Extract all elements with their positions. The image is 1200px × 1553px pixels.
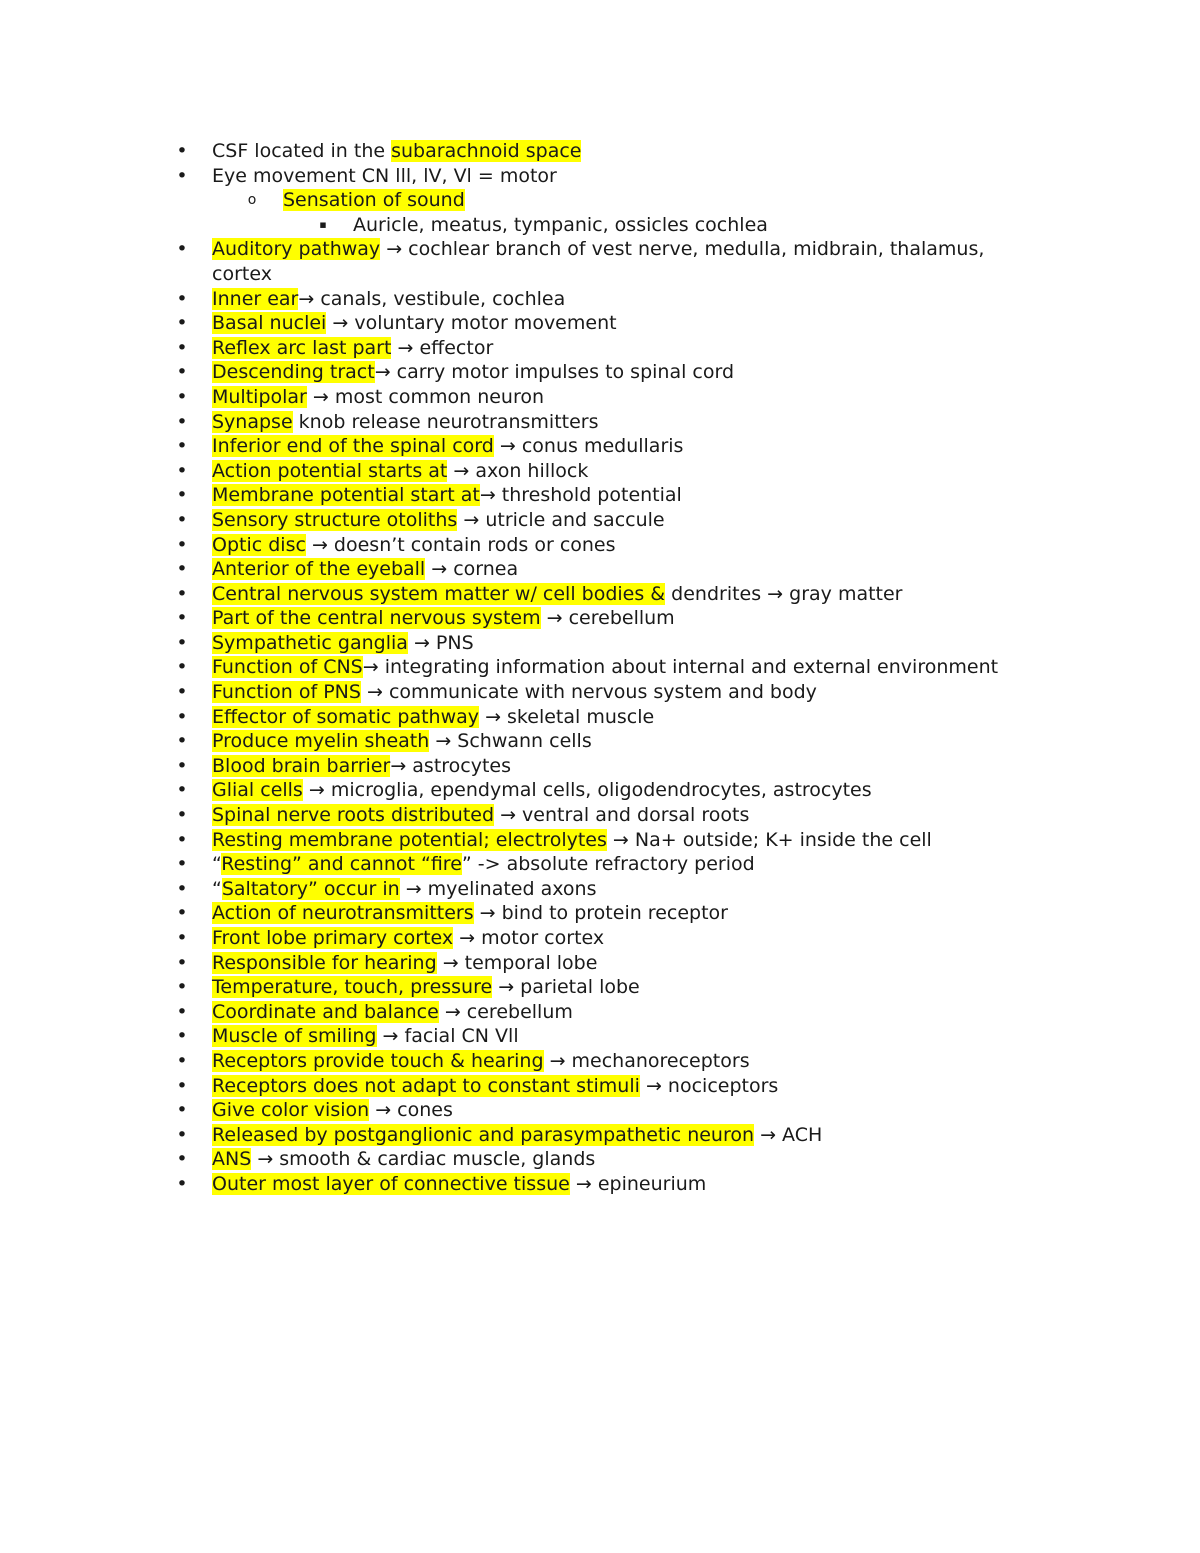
bullet-icon: • bbox=[176, 927, 188, 949]
list-item bbox=[170, 877, 1050, 902]
item-text bbox=[212, 140, 581, 162]
bullet-icon: • bbox=[176, 1074, 188, 1097]
list-item bbox=[170, 164, 1050, 189]
bullet-icon: • bbox=[176, 312, 188, 335]
item-text bbox=[212, 902, 728, 924]
list-item bbox=[170, 631, 1050, 656]
highlighted-term: Auditory pathway bbox=[212, 238, 381, 261]
list-item bbox=[170, 926, 1050, 951]
bullet-icon: • bbox=[176, 238, 188, 261]
item-text bbox=[212, 1148, 595, 1170]
bullet-icon: • bbox=[176, 754, 188, 777]
item-definition: → parietal lobe bbox=[492, 976, 640, 999]
list-item bbox=[170, 360, 1050, 385]
highlighted-term: Resting membrane potential; electrolytes bbox=[212, 828, 607, 851]
list-item bbox=[170, 311, 1050, 336]
item-text bbox=[212, 534, 616, 556]
item-text bbox=[212, 952, 597, 974]
item-definition: → Na+ outside; K+ inside the cell bbox=[606, 828, 932, 851]
list-item bbox=[170, 606, 1050, 631]
list-item bbox=[170, 754, 1050, 779]
item-definition: → smooth & cardiac muscle, glands bbox=[251, 1148, 596, 1171]
highlighted-term: Inferior end of the spinal cord bbox=[212, 435, 494, 458]
highlighted-term: Resting” and cannot “fire bbox=[221, 853, 462, 876]
highlighted-term: Membrane potential start at bbox=[212, 484, 480, 507]
item-text bbox=[212, 337, 493, 359]
item-definition: → axon hillock bbox=[447, 459, 589, 482]
item-text bbox=[212, 681, 817, 703]
item-definition: → bind to protein receptor bbox=[473, 902, 728, 925]
highlighted-term: Spinal nerve roots distributed bbox=[212, 804, 495, 827]
bullet-icon: • bbox=[176, 705, 188, 728]
item-definition: → nociceptors bbox=[639, 1074, 779, 1097]
list-item bbox=[170, 1000, 1050, 1025]
item-text bbox=[212, 165, 557, 187]
item-definition: ” -> absolute refractory period bbox=[461, 853, 755, 876]
highlighted-term: Saltatory” occur in bbox=[221, 877, 400, 900]
item-prefix: Eye movement CN lll, lV, Vl = motor bbox=[212, 164, 557, 187]
item-text bbox=[212, 632, 474, 654]
item-definition: → cones bbox=[369, 1099, 453, 1122]
list-item bbox=[170, 385, 1050, 410]
item-definition: → communicate with nervous system and body bbox=[360, 681, 817, 704]
bullet-icon: • bbox=[176, 385, 188, 408]
bullet-icon: • bbox=[176, 1123, 188, 1146]
item-prefix: “ bbox=[212, 877, 222, 900]
item-text bbox=[212, 509, 665, 531]
item-text bbox=[212, 361, 734, 383]
item-definition: → carry motor impulses to spinal cord bbox=[374, 361, 735, 384]
item-definition: → cerebellum bbox=[438, 1000, 573, 1023]
list-item bbox=[170, 1098, 1050, 1123]
item-prefix: CSF located in the bbox=[212, 140, 392, 162]
bullet-icon: • bbox=[176, 164, 188, 187]
highlighted-term: Responsible for hearing bbox=[212, 951, 437, 974]
bullet-icon: • bbox=[176, 853, 188, 876]
bullet-icon: • bbox=[176, 459, 188, 482]
highlighted-term: Synapse bbox=[212, 410, 293, 433]
item-text bbox=[212, 386, 544, 408]
item-definition: → ACH bbox=[754, 1123, 823, 1146]
list-item bbox=[170, 655, 1050, 680]
bullet-icon: • bbox=[176, 656, 188, 679]
bullet-icon: • bbox=[176, 558, 188, 581]
item-text bbox=[212, 804, 749, 826]
list-item bbox=[170, 410, 1050, 435]
item-definition: → integrating information about internal and external environment bbox=[362, 656, 999, 679]
highlighted-term: Part of the central nervous system bbox=[212, 607, 541, 630]
item-text bbox=[212, 1173, 706, 1195]
bullet-icon: • bbox=[176, 631, 188, 654]
bullet-icon: • bbox=[176, 410, 188, 433]
highlighted-term: Action potential starts at bbox=[212, 459, 448, 482]
highlighted-term: ANS bbox=[212, 1148, 252, 1171]
list-item bbox=[170, 188, 1050, 213]
bullet-icon: • bbox=[176, 607, 188, 630]
bullet-icon: o bbox=[247, 192, 257, 209]
highlighted-term: Optic disc bbox=[212, 533, 306, 556]
highlighted-term: Front lobe primary cortex bbox=[212, 927, 454, 949]
highlighted-term: subarachnoid space bbox=[391, 140, 582, 162]
item-definition: → motor cortex bbox=[453, 927, 605, 949]
list-item bbox=[170, 729, 1050, 754]
bullet-icon: • bbox=[176, 1148, 188, 1171]
item-text bbox=[212, 1099, 453, 1121]
list-item bbox=[170, 508, 1050, 533]
list-item bbox=[170, 803, 1050, 828]
highlighted-term: Effector of somatic pathway bbox=[212, 705, 480, 728]
highlighted-term: Glial cells bbox=[212, 779, 303, 802]
highlighted-term: Produce myelin sheath bbox=[212, 730, 430, 753]
bullet-icon: • bbox=[176, 1000, 188, 1023]
item-text bbox=[212, 976, 640, 998]
highlighted-term: Sensory structure otoliths bbox=[212, 508, 458, 531]
item-definition: → PNS bbox=[407, 631, 474, 654]
highlighted-term: Function of CNS bbox=[212, 656, 363, 679]
list-item bbox=[170, 557, 1050, 582]
item-text bbox=[212, 312, 617, 334]
item-text bbox=[212, 927, 604, 949]
item-text bbox=[353, 214, 768, 236]
item-definition: → temporal lobe bbox=[436, 951, 598, 974]
item-text bbox=[212, 656, 998, 678]
item-definition: → effector bbox=[391, 336, 494, 359]
list-item bbox=[170, 680, 1050, 705]
item-definition: → doesn’t contain rods or cones bbox=[305, 533, 616, 556]
item-text bbox=[212, 1001, 573, 1023]
list-item bbox=[170, 951, 1050, 976]
highlighted-term: Sympathetic ganglia bbox=[212, 631, 408, 654]
list-item bbox=[170, 1074, 1050, 1099]
bullet-icon: • bbox=[176, 1049, 188, 1072]
item-text bbox=[212, 460, 588, 482]
item-prefix: “ bbox=[212, 853, 222, 876]
bullet-icon: • bbox=[176, 1172, 188, 1195]
item-text bbox=[212, 706, 654, 728]
item-text bbox=[212, 779, 872, 801]
list-item bbox=[170, 852, 1050, 877]
item-text bbox=[212, 755, 511, 777]
bullet-icon: • bbox=[176, 1025, 188, 1048]
list-item bbox=[170, 434, 1050, 459]
item-text bbox=[212, 411, 599, 433]
list-item bbox=[170, 901, 1050, 926]
item-definition: → threshold potential bbox=[479, 484, 682, 507]
item-definition: → utricle and saccule bbox=[457, 508, 665, 531]
list-item bbox=[170, 336, 1050, 361]
bullet-icon: • bbox=[176, 877, 188, 900]
highlighted-term: Descending tract bbox=[212, 361, 375, 384]
list-item bbox=[170, 1147, 1050, 1172]
item-text bbox=[212, 288, 565, 310]
highlighted-term: Released by postganglionic and parasympathetic neuron bbox=[212, 1123, 755, 1146]
list-item bbox=[170, 139, 1050, 164]
item-text bbox=[212, 607, 675, 629]
item-definition: → most common neuron bbox=[306, 385, 545, 408]
bullet-icon: • bbox=[176, 140, 188, 162]
item-text bbox=[212, 1075, 778, 1097]
item-definition: → voluntary motor movement bbox=[326, 312, 617, 335]
highlighted-term: Inner ear bbox=[212, 287, 299, 310]
item-definition: → conus medullaris bbox=[493, 435, 684, 458]
highlighted-term: Reflex arc last part bbox=[212, 336, 392, 359]
bullet-icon: • bbox=[176, 533, 188, 556]
bullet-icon: ▪ bbox=[319, 217, 327, 231]
item-text bbox=[212, 1025, 519, 1047]
list-item bbox=[170, 975, 1050, 1000]
item-text bbox=[212, 238, 990, 285]
item-text bbox=[212, 558, 518, 580]
list-item bbox=[170, 237, 1050, 286]
list-item bbox=[170, 778, 1050, 803]
highlighted-term: Central nervous system matter w/ cell bodies & bbox=[212, 582, 666, 605]
highlighted-term: Temperature, touch, pressure bbox=[212, 976, 493, 999]
highlighted-term: Sensation of sound bbox=[283, 189, 465, 212]
bullet-icon: • bbox=[176, 508, 188, 531]
list-item bbox=[170, 213, 1050, 238]
bullet-icon: • bbox=[176, 361, 188, 384]
highlighted-term: Receptors does not adapt to constant stimuli bbox=[212, 1074, 640, 1097]
bullet-icon: • bbox=[176, 828, 188, 851]
bullet-icon: • bbox=[176, 582, 188, 605]
item-definition: → Schwann cells bbox=[429, 730, 592, 753]
highlighted-term: Coordinate and balance bbox=[212, 1000, 439, 1023]
list-item bbox=[170, 483, 1050, 508]
bullet-icon: • bbox=[176, 804, 188, 827]
item-text bbox=[283, 189, 465, 211]
highlighted-term: Blood brain barrier bbox=[212, 754, 391, 777]
list-item bbox=[170, 705, 1050, 730]
bullet-icon: • bbox=[176, 1099, 188, 1122]
list-item bbox=[170, 1123, 1050, 1148]
item-text bbox=[212, 1124, 822, 1146]
item-text bbox=[212, 829, 932, 851]
bullet-icon: • bbox=[176, 287, 188, 310]
list-item bbox=[170, 533, 1050, 558]
highlighted-term: Outer most layer of connective tissue bbox=[212, 1172, 570, 1195]
highlighted-term: Give color vision bbox=[212, 1099, 370, 1122]
highlighted-term: Basal nuclei bbox=[212, 312, 327, 335]
list-item bbox=[170, 1024, 1050, 1049]
item-definition: → myelinated axons bbox=[399, 877, 597, 900]
highlighted-term: Multipolar bbox=[212, 385, 307, 408]
highlighted-term: Action of neurotransmitters bbox=[212, 902, 474, 925]
item-definition: → facial CN Vll bbox=[376, 1025, 519, 1048]
highlighted-term: Muscle of smiling bbox=[212, 1025, 377, 1048]
bullet-icon: • bbox=[176, 730, 188, 753]
list-item bbox=[170, 1049, 1050, 1074]
item-definition: → skeletal muscle bbox=[479, 705, 655, 728]
item-text bbox=[212, 878, 596, 900]
item-definition: → mechanoreceptors bbox=[543, 1049, 750, 1072]
item-prefix: Auricle, meatus, tympanic, ossicles cochlea bbox=[353, 213, 768, 236]
bullet-icon: • bbox=[176, 951, 188, 974]
item-definition: → canals, vestibule, cochlea bbox=[298, 287, 566, 310]
item-text bbox=[212, 853, 755, 875]
bullet-list bbox=[170, 139, 1050, 1197]
highlighted-term: Function of PNS bbox=[212, 681, 361, 704]
highlighted-term: Anterior of the eyeball bbox=[212, 558, 426, 581]
bullet-icon: • bbox=[176, 779, 188, 802]
item-definition: → ventral and dorsal roots bbox=[494, 804, 750, 827]
item-text bbox=[212, 484, 682, 506]
item-text bbox=[212, 435, 683, 457]
list-item bbox=[170, 1172, 1050, 1197]
item-definition: → cornea bbox=[425, 558, 519, 581]
list-item bbox=[170, 582, 1050, 607]
bullet-icon: • bbox=[176, 902, 188, 925]
item-definition: → microglia, ependymal cells, oligodendrocytes, astrocytes bbox=[302, 779, 872, 802]
item-definition: → epineurium bbox=[569, 1172, 707, 1195]
list-item bbox=[170, 459, 1050, 484]
highlighted-term: Receptors provide touch & hearing bbox=[212, 1049, 544, 1072]
item-definition: dendrites → gray matter bbox=[665, 582, 903, 605]
item-definition: → cochlear branch of vest nerve, medulla, midbrain, thalamus, cortex bbox=[212, 238, 991, 285]
item-text bbox=[212, 1050, 750, 1072]
item-definition: → cerebellum bbox=[540, 607, 675, 630]
bullet-icon: • bbox=[176, 681, 188, 704]
bullet-icon: • bbox=[176, 484, 188, 507]
item-definition: knob release neurotransmitters bbox=[292, 410, 599, 433]
list-item bbox=[170, 287, 1050, 312]
bullet-icon: • bbox=[176, 336, 188, 359]
item-text bbox=[212, 730, 592, 752]
bullet-icon: • bbox=[176, 435, 188, 458]
list-item bbox=[170, 828, 1050, 853]
item-definition: → astrocytes bbox=[390, 754, 512, 777]
item-text bbox=[212, 583, 903, 605]
bullet-icon: • bbox=[176, 976, 188, 999]
